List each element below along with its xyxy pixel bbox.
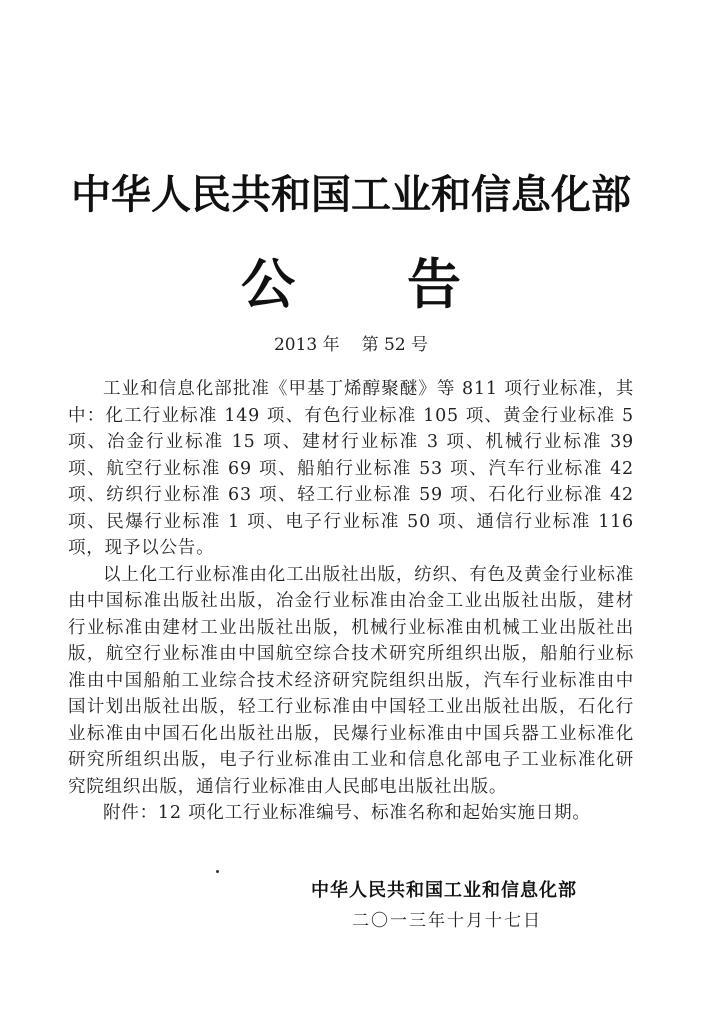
document-year: 2013 年 xyxy=(273,335,340,355)
scan-artifact-dot xyxy=(216,870,219,873)
body-paragraph-approval: 工业和信息化部批准《甲基丁烯醇聚醚》等 811 项行业标准，其中：化工行业标准 149 项、有色行业标准 105 项、黄金行业标准 5 项、冶金行业标准 15 项、建材行业标准 3 项、机械行业标准 39 项、航空行业标准 69 项、船舶行业标准 53 项、汽车行业标准 42 项、纺织行业标准 63 项、轻工行业标准 59 项、石化行业标准 42 项、民爆行业标准 1 项、电子行业标准 50 项、通信行业标准 116 项，现予以公告。 xyxy=(68,379,634,558)
title-char-gong: 公 xyxy=(241,253,295,316)
body-paragraph-publishers: 以上化工行业标准由化工出版社出版，纺织、有色及黄金行业标准由中国标准出版社出版，冶金行业标准由冶金工业出版社出版，建材行业标准由建材工业出版社出版，机械行业标准由机械工业出版社出版，航空行业标准由中国航空综合技术研究所组织出版，船舶行业标准由中国船舶工业综合技术经济研究院组织出版，汽车行业标准由中国计划出版社出版，轻工行业标准由中国轻工业出版社出版，石化行业标准由中国石化出版社出版，民爆行业标准由中国兵器工业标准化研究所组织出版，电子行业标准由工业和信息化部电子工业标准化研究院组织出版，通信行业标准由人民邮电出版社出版。 xyxy=(68,564,634,797)
document-title xyxy=(0,242,702,319)
title-char-gao: 告 xyxy=(407,253,461,316)
signature-date: 二〇一三年十月十七日 xyxy=(352,911,542,931)
issuing-organization: 中华人民共和国工业和信息化部 xyxy=(71,172,631,218)
document-number xyxy=(0,330,702,355)
document-issue-number: 第 52 号 xyxy=(361,335,429,355)
announcement-body xyxy=(68,376,634,827)
body-paragraph-attachment: 附件：12 项化工行业标准编号、标准名称和起始实施日期。 xyxy=(103,803,591,823)
signature-organization: 中华人民共和国工业和信息化部 xyxy=(311,880,577,901)
